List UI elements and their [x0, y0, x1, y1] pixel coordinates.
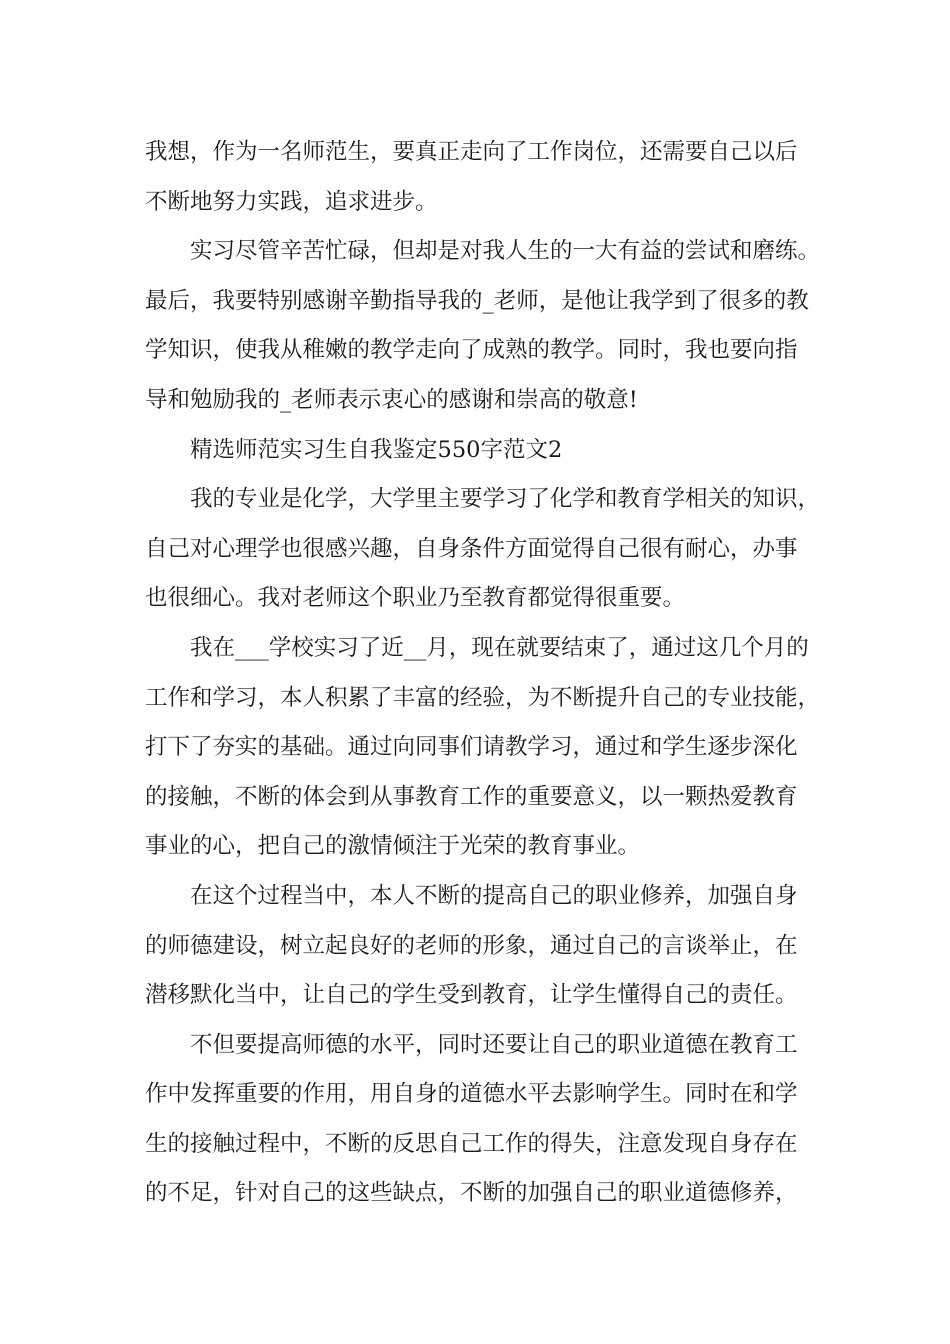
text-line: 也很细心。我对老师这个职业乃至教育都觉得很重要。 [145, 585, 686, 612]
text-line: 打下了夯实的基础。通过向同事们请教学习，通过和学生逐步深化 [145, 734, 798, 761]
text-line: 的接触，不断的体会到从事教育工作的重要意义，以一颗热爱教育 [145, 783, 798, 810]
text-line: 潜移默化当中，让自己的学生受到教育，让学生懂得自己的责任。 [145, 982, 798, 1009]
text-line: 自己对心理学也很感兴趣，自身条件方面觉得自己很有耐心，办事 [145, 535, 798, 562]
text-line: 最后，我要特别感谢辛勤指导我的_老师，是他让我学到了很多的教 [145, 287, 809, 314]
text-line: 生的接触过程中，不断的反思自己工作的得失，注意发现自身存在 [145, 1130, 798, 1157]
text-line: 导和勉励我的_老师表示衷心的感谢和崇高的敬意! [145, 386, 638, 413]
text-line: 作中发挥重要的作用，用自身的道德水平去影响学生。同时在和学 [145, 1081, 798, 1108]
paragraph-start-line: 在这个过程当中，本人不断的提高自己的职业修养，加强自身 [190, 882, 798, 909]
text-line: 学知识，使我从稚嫩的教学走向了成熟的教学。同时，我也要向指 [145, 337, 798, 364]
document-body [145, 128, 835, 1219]
paragraph-start-line: 不但要提高师德的水平，同时还要让自己的职业道德在教育工 [190, 1031, 798, 1058]
paragraph-start-line: 我的专业是化学，大学里主要学习了化学和教育学相关的知识， [190, 486, 821, 513]
text-line: 工作和学习，本人积累了丰富的经验，为不断提升自己的专业技能， [145, 684, 821, 711]
text-line: 我想，作为一名师范生，要真正走向了工作岗位，还需要自己以后 [145, 139, 798, 165]
section-heading: 精选师范实习生自我鉴定550字范文2 [190, 436, 563, 463]
text-line: 的师德建设，树立起良好的老师的形象，通过自己的言谈举止，在 [145, 932, 798, 959]
paragraph-start-line: 我在___学校实习了近__月，现在就要结束了，通过这几个月的 [190, 634, 809, 661]
text-line: 事业的心，把自己的激情倾注于光荣的教育事业。 [145, 833, 641, 860]
text-line: 的不足，针对自己的这些缺点，不断的加强自己的职业道德修养， [145, 1180, 798, 1207]
paragraph-start-line: 实习尽管辛苦忙碌，但却是对我人生的一大有益的尝试和磨练。 [190, 238, 821, 265]
text-line: 不断地努力实践，追求进步。 [145, 188, 438, 215]
